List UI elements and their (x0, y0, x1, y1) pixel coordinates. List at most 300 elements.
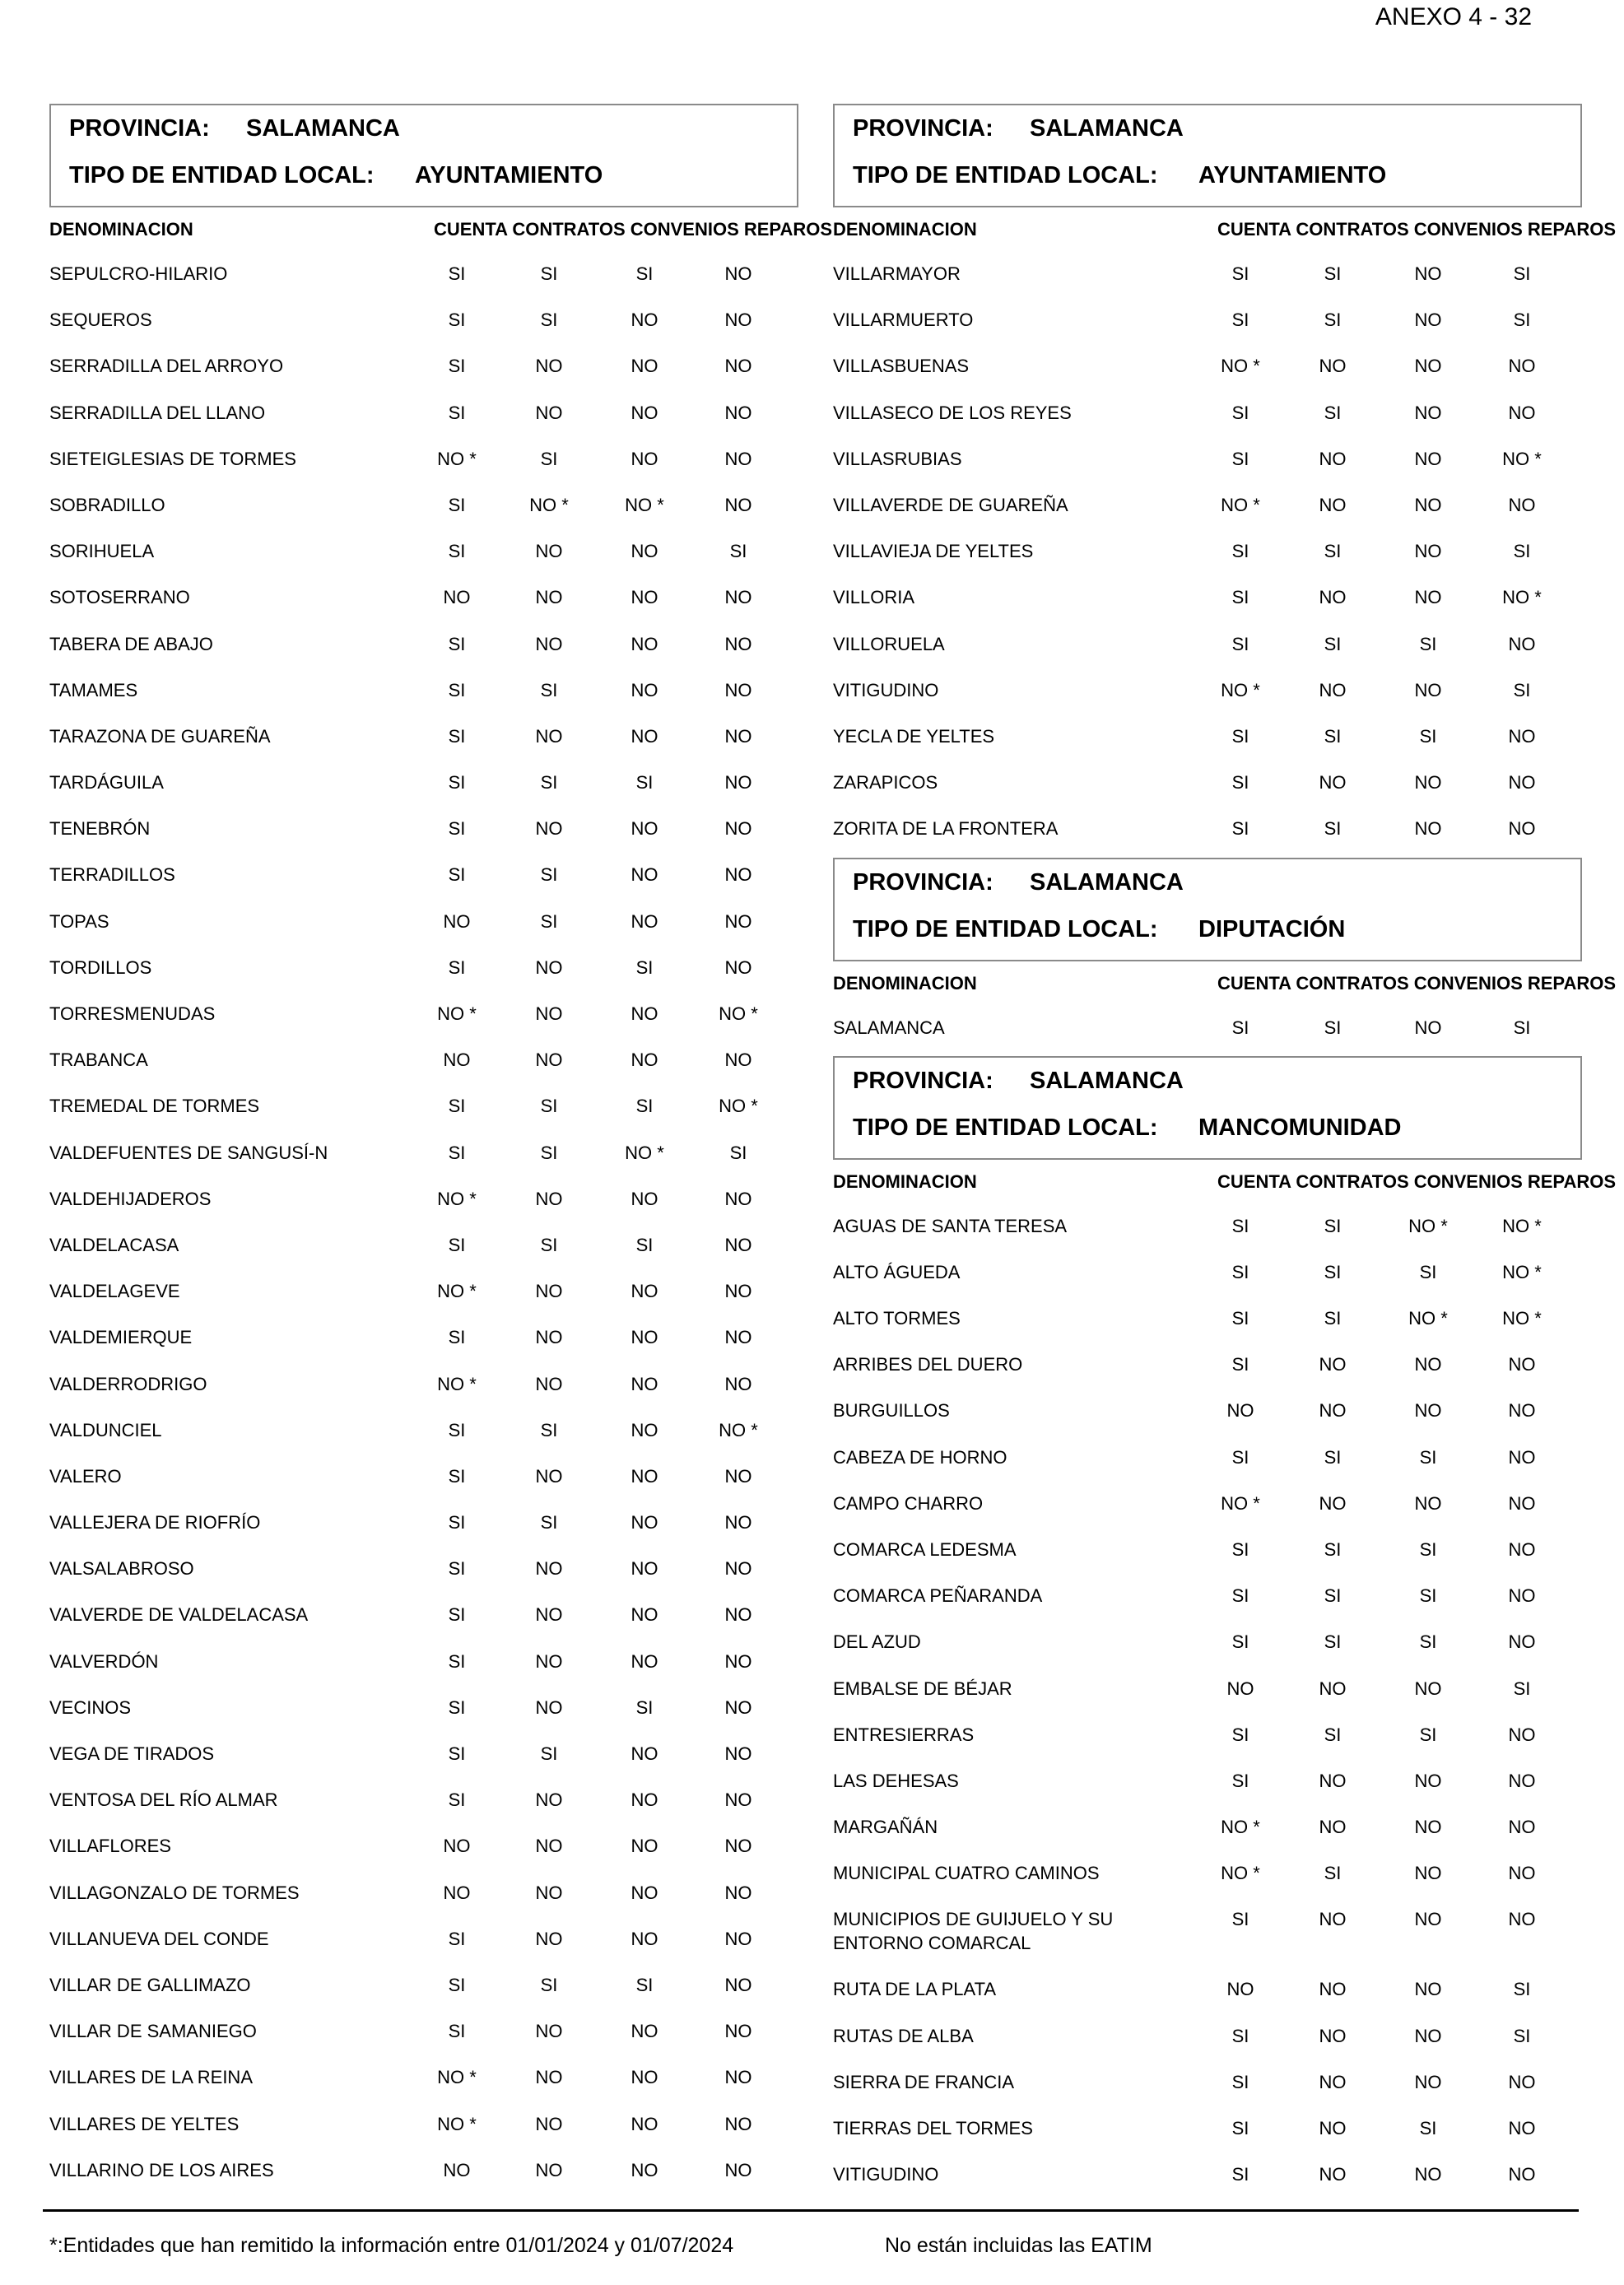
reparos-value: SI (1513, 309, 1531, 331)
entity-name: VILLANUEVA DEL CONDE (49, 1928, 269, 1949)
convenios-value: SI (635, 772, 654, 793)
contratos-value: NO (535, 1188, 563, 1209)
entity-name: TAMAMES (49, 679, 138, 700)
table-row (833, 713, 1582, 759)
reparos-value: NO (1508, 2071, 1536, 2092)
contratos-value: NO (535, 725, 563, 747)
convenios-value: NO (631, 633, 658, 654)
denominacion-header: DENOMINACION (833, 973, 977, 994)
contratos-value: SI (540, 1974, 558, 1995)
reparos-value: NO (1508, 1538, 1536, 1560)
cuenta-value: NO (443, 1882, 471, 1903)
cuenta-value: SI (1231, 1215, 1249, 1236)
convenios-value: NO (1414, 309, 1442, 331)
cuenta-value: NO * (437, 1003, 477, 1024)
cuenta-value: SI (1231, 1631, 1249, 1653)
table-row (49, 851, 798, 897)
convenios-value: SI (1419, 1585, 1437, 1607)
cuenta-value: SI (448, 356, 466, 377)
convenios-value: NO (631, 356, 658, 377)
convenios-value: NO (1414, 1354, 1442, 1375)
entity-section (833, 1056, 1617, 2198)
convenios-value: NO (631, 679, 658, 700)
convenios-value: NO * (1408, 1308, 1448, 1329)
tipo-line (853, 162, 1387, 189)
table-row (833, 1665, 1582, 1711)
table-row (49, 1684, 798, 1730)
contratos-value: NO (1319, 1909, 1347, 1930)
entity-name: VILLAGONZALO DE TORMES (49, 1882, 300, 1903)
table-row (49, 389, 798, 435)
footer-divider (43, 2209, 1579, 2212)
contratos-value: SI (1324, 1631, 1342, 1653)
table-row (49, 2147, 798, 2193)
reparos-value: NO (724, 910, 752, 932)
table-row (49, 1453, 798, 1499)
provincia-value: SALAMANCA (1030, 869, 1184, 896)
convenios-value: SI (635, 1696, 654, 1718)
cuenta-value: NO * (1221, 1863, 1260, 1884)
cuenta-value: SI (1231, 263, 1249, 284)
reparos-value: NO (724, 1974, 752, 1995)
contratos-value: SI (1324, 818, 1342, 840)
columns-header: CUENTA CONTRATOS CONVENIOS REPAROS (1217, 1170, 1617, 1192)
cuenta-value: SI (1231, 587, 1249, 608)
table-row (49, 1776, 798, 1822)
cuenta-value: SI (448, 402, 466, 423)
cuenta-value: NO * (437, 1188, 477, 1209)
cuenta-value: NO (443, 587, 471, 608)
cuenta-value: NO * (437, 2067, 477, 2088)
entity-name: SIERRA DE FRANCIA (833, 2071, 1015, 2092)
table-row (833, 1526, 1582, 1572)
reparos-value: NO (1508, 1492, 1536, 1514)
contratos-value: SI (540, 263, 558, 284)
entity-name: COMARCA LEDESMA (833, 1538, 1017, 1560)
provincia-line (853, 115, 1184, 142)
cuenta-value: NO * (1221, 494, 1260, 515)
reparos-value: SI (729, 1142, 747, 1163)
contratos-value: NO (535, 1604, 563, 1626)
convenios-value: SI (1419, 633, 1437, 654)
table-row (833, 1896, 1582, 1966)
table-row (833, 1387, 1582, 1433)
provincia-label: PROVINCIA: (853, 115, 993, 142)
cuenta-value: SI (448, 494, 466, 515)
cuenta-value: SI (448, 1465, 466, 1487)
contratos-value: SI (540, 1096, 558, 1117)
provincia-value: SALAMANCA (1030, 115, 1184, 142)
contratos-value: NO (535, 2021, 563, 2042)
cuenta-value: SI (1231, 772, 1249, 793)
contratos-value: NO (535, 956, 563, 978)
contratos-value: NO (1319, 772, 1347, 793)
reparos-value: NO (724, 818, 752, 840)
tipo-label: TIPO DE ENTIDAD LOCAL: (853, 1114, 1158, 1141)
cuenta-value: SI (1231, 2025, 1249, 2046)
table-row (49, 621, 798, 667)
reparos-value: NO (724, 1743, 752, 1764)
table-row (833, 805, 1582, 851)
entity-name: TENEBRÓN (49, 818, 151, 840)
table-row (49, 1545, 798, 1591)
table-header (833, 1165, 1617, 1203)
entity-name: ARRIBES DEL DUERO (833, 1354, 1023, 1375)
footnote: *:Entidades que han remitido la información entre 01/01/2024 y 01/07/2024 (49, 2234, 734, 2257)
reparos-value: NO (724, 1789, 752, 1811)
cuenta-value: SI (1231, 1017, 1249, 1039)
entity-name: TARDÁGUILA (49, 772, 164, 793)
table-row (833, 1434, 1582, 1480)
right-column (833, 104, 1617, 2197)
contratos-value: SI (540, 1512, 558, 1533)
convenios-value: NO (1414, 2025, 1442, 2046)
entity-name: VALDEFUENTES DE SANGUSÍ-N (49, 1142, 328, 1163)
cuenta-value: SI (448, 1604, 466, 1626)
convenios-value: SI (635, 956, 654, 978)
provincia-line (853, 1067, 1184, 1095)
reparos-value: NO (1508, 1585, 1536, 1607)
page-number: ANEXO 4 - 32 (1375, 3, 1532, 30)
cuenta-value: SI (448, 1327, 466, 1348)
cuenta-value: SI (448, 1234, 466, 1255)
entity-name: RUTA DE LA PLATA (833, 1979, 997, 2000)
section-header-box (49, 104, 798, 207)
reparos-value: NO * (1502, 587, 1542, 608)
convenios-value: NO (631, 910, 658, 932)
convenios-value: NO (1414, 2164, 1442, 2185)
entity-name: VILLARMUERTO (833, 309, 974, 331)
provincia-label: PROVINCIA: (853, 1067, 993, 1094)
reparos-value: NO (1508, 494, 1536, 515)
reparos-value: SI (1513, 541, 1531, 562)
reparos-value: NO (1508, 1354, 1536, 1375)
convenios-value: NO (631, 2021, 658, 2042)
contratos-value: SI (540, 1419, 558, 1440)
columns-header: CUENTA CONTRATOS CONVENIOS REPAROS (1217, 219, 1617, 240)
reparos-value: NO (1508, 818, 1536, 840)
contratos-value: NO (1319, 1354, 1347, 1375)
cuenta-value: NO * (1221, 1492, 1260, 1514)
entity-name: SEQUEROS (49, 309, 152, 331)
cuenta-value: SI (448, 1696, 466, 1718)
entity-name: ZARAPICOS (833, 772, 938, 793)
reparos-value: NO (724, 679, 752, 700)
reparos-value: NO * (1502, 1261, 1542, 1282)
entity-name: VILLARES DE LA REINA (49, 2067, 253, 2088)
convenios-value: NO (631, 1373, 658, 1394)
contratos-value: SI (540, 864, 558, 886)
contratos-value: NO (1319, 1492, 1347, 1514)
entity-name: VILLAFLORES (49, 1836, 171, 1857)
entity-name: VECINOS (49, 1696, 132, 1718)
contratos-value: NO (1319, 2118, 1347, 2138)
table-row (833, 1850, 1582, 1896)
table-row (49, 1869, 798, 1915)
table-row (49, 1129, 798, 1175)
contratos-value: NO (535, 1696, 563, 1718)
entity-name: MUNICIPIOS DE GUIJUELO Y SU ENTORNO COMARCAL (833, 1909, 1114, 1954)
reparos-value: NO (1508, 2118, 1536, 2138)
table-row (49, 1036, 798, 1082)
cuenta-value: NO (443, 2159, 471, 2180)
convenios-value: NO (631, 1003, 658, 1024)
cuenta-value: SI (448, 633, 466, 654)
reparos-value: NO (1508, 1770, 1536, 1791)
reparos-value: NO (724, 956, 752, 978)
convenios-value: SI (635, 1096, 654, 1117)
table-row (833, 1249, 1582, 1295)
reparos-value: NO (1508, 1400, 1536, 1422)
reparos-value: NO (724, 1465, 752, 1487)
tipo-label: TIPO DE ENTIDAD LOCAL: (853, 162, 1158, 188)
convenios-value: NO (631, 864, 658, 886)
reparos-value: SI (1513, 263, 1531, 284)
contratos-value: NO (1319, 356, 1347, 377)
convenios-value: SI (635, 1234, 654, 1255)
entity-name: ALTO TORMES (833, 1308, 961, 1329)
contratos-value: NO (535, 1281, 563, 1302)
convenios-value: NO (631, 1049, 658, 1071)
contratos-value: NO (535, 2067, 563, 2088)
convenios-value: NO (1414, 772, 1442, 793)
contratos-value: NO (535, 402, 563, 423)
reparos-value: NO (724, 1558, 752, 1580)
reparos-value: NO (1508, 725, 1536, 747)
entity-name: VALDELAGEVE (49, 1281, 180, 1302)
contratos-value: SI (1324, 1585, 1342, 1607)
entity-name: SALAMANCA (833, 1017, 945, 1039)
denominacion-header: DENOMINACION (49, 219, 193, 240)
cuenta-value: NO * (1221, 356, 1260, 377)
contratos-value: SI (1324, 1017, 1342, 1039)
contratos-value: NO (535, 587, 563, 608)
cuenta-value: SI (1231, 448, 1249, 469)
provincia-line (853, 869, 1184, 896)
entity-name: BURGUILLOS (833, 1400, 950, 1422)
convenios-value: SI (635, 263, 654, 284)
convenios-value: SI (1419, 2118, 1437, 2138)
contratos-value: SI (1324, 1215, 1342, 1236)
reparos-value: NO * (719, 1003, 758, 1024)
cuenta-value: NO (1226, 1400, 1254, 1422)
convenios-value: NO (631, 1836, 658, 1857)
reparos-value: NO (724, 1928, 752, 1949)
contratos-value: NO (1319, 1979, 1347, 2000)
contratos-value: SI (540, 772, 558, 793)
reparos-value: NO (724, 402, 752, 423)
entity-name: SOBRADILLO (49, 494, 165, 515)
reparos-value: NO (724, 1188, 752, 1209)
entity-name: VILLAR DE GALLIMAZO (49, 1974, 251, 1995)
entity-section (49, 104, 833, 2193)
entity-name: DEL AZUD (833, 1631, 921, 1653)
cuenta-value: SI (448, 1928, 466, 1949)
convenios-value: NO (1414, 356, 1442, 377)
table-row (49, 898, 798, 944)
reparos-value: NO * (1502, 1308, 1542, 1329)
section-header-box (833, 104, 1582, 207)
entity-name: SOTOSERRANO (49, 587, 190, 608)
cuenta-value: SI (1231, 1724, 1249, 1745)
convenios-value: NO (631, 1650, 658, 1672)
table-row (49, 759, 798, 805)
table-row (49, 1962, 798, 2008)
table-row (833, 482, 1582, 528)
convenios-value: NO (1414, 448, 1442, 469)
contratos-value: NO (1319, 1400, 1347, 1422)
reparos-value: NO (1508, 402, 1536, 423)
entity-name: VENTOSA DEL RÍO ALMAR (49, 1789, 278, 1811)
entity-name: VALDEMIERQUE (49, 1327, 193, 1348)
convenios-value: NO (631, 2113, 658, 2134)
reparos-value: NO (724, 448, 752, 469)
reparos-value: NO * (719, 1419, 758, 1440)
columns-header: CUENTA CONTRATOS CONVENIOS REPAROS (434, 219, 833, 240)
contratos-value: SI (540, 1234, 558, 1255)
convenios-value: NO * (625, 1142, 664, 1163)
convenios-value: NO (631, 1512, 658, 1533)
entity-name: VILLAVERDE DE GUAREÑA (833, 494, 1068, 515)
entity-name: TORDILLOS (49, 956, 152, 978)
reparos-value: SI (1513, 679, 1531, 700)
cuenta-value: SI (448, 679, 466, 700)
contratos-value: NO (535, 2159, 563, 2180)
convenios-value: NO (631, 1928, 658, 1949)
convenios-value: NO (631, 2067, 658, 2088)
reparos-value: NO (724, 309, 752, 331)
contratos-value: NO (1319, 2025, 1347, 2046)
columns-header: CUENTA CONTRATOS CONVENIOS REPAROS (1217, 973, 1617, 994)
entity-name: RUTAS DE ALBA (833, 2025, 974, 2046)
entity-name: MUNICIPAL CUATRO CAMINOS (833, 1863, 1100, 1884)
entity-name: MARGAÑÁN (833, 1817, 938, 1838)
table-row (833, 2059, 1582, 2105)
contratos-value: SI (1324, 1308, 1342, 1329)
entity-name: SERRADILLA DEL ARROYO (49, 356, 284, 377)
cuenta-value: SI (448, 2021, 466, 2042)
entity-name: VILLASRUBIAS (833, 448, 962, 469)
convenios-value: SI (1419, 725, 1437, 747)
contratos-value: NO (1319, 1770, 1347, 1791)
table-row (49, 1591, 798, 1637)
entity-name: TABERA DE ABAJO (49, 633, 213, 654)
contratos-value: NO (535, 356, 563, 377)
table-row (49, 1638, 798, 1684)
cuenta-value: NO (1226, 1979, 1254, 2000)
reparos-value: NO (1508, 2164, 1536, 2185)
table-row (49, 1361, 798, 1407)
reparos-value: NO * (719, 1096, 758, 1117)
contratos-value: NO (1319, 2071, 1347, 2092)
entity-name: VILLAVIEJA DE YELTES (833, 541, 1034, 562)
table-row (833, 574, 1582, 620)
contratos-value: SI (540, 448, 558, 469)
entity-name: SERRADILLA DEL LLANO (49, 402, 266, 423)
reparos-value: NO (724, 1836, 752, 1857)
contratos-value: NO (535, 1558, 563, 1580)
table-row (49, 296, 798, 342)
reparos-value: SI (1513, 1678, 1531, 1699)
entity-name: VILLARES DE YELTES (49, 2113, 240, 2134)
entity-name: ALTO ÁGUEDA (833, 1261, 961, 1282)
cuenta-value: SI (448, 263, 466, 284)
contratos-value: NO (535, 1789, 563, 1811)
convenios-value: SI (1419, 1724, 1437, 1745)
convenios-value: NO (631, 402, 658, 423)
cuenta-value: SI (1231, 725, 1249, 747)
reparos-value: NO (1508, 1724, 1536, 1745)
cuenta-value: NO * (437, 2113, 477, 2134)
reparos-value: NO (1508, 633, 1536, 654)
contratos-value: SI (1324, 1446, 1342, 1468)
reparos-value: NO (1508, 772, 1536, 793)
left-column (49, 104, 833, 2193)
convenios-value: NO (631, 1281, 658, 1302)
contratos-value: NO (1319, 494, 1347, 515)
entity-name: ZORITA DE LA FRONTERA (833, 818, 1059, 840)
contratos-value: SI (540, 1743, 558, 1764)
entity-name: EMBALSE DE BÉJAR (833, 1678, 1012, 1699)
cuenta-value: SI (448, 1743, 466, 1764)
cuenta-value: SI (1231, 2118, 1249, 2138)
entity-name: VALDUNCIEL (49, 1419, 162, 1440)
convenios-value: NO (1414, 679, 1442, 700)
table-row (833, 342, 1582, 389)
table-row (49, 944, 798, 990)
convenios-value: NO (631, 1419, 658, 1440)
entity-name: VALLEJERA DE RIOFRÍO (49, 1512, 261, 1533)
table-row (833, 1203, 1582, 1249)
convenios-value: NO (631, 1327, 658, 1348)
convenios-value: NO (1414, 1492, 1442, 1514)
reparos-value: NO (724, 725, 752, 747)
contratos-value: NO (535, 2113, 563, 2134)
tipo-value: AYUNTAMIENTO (1198, 162, 1387, 188)
table-row (49, 342, 798, 389)
convenios-value: SI (1419, 1538, 1437, 1560)
table-row (49, 482, 798, 528)
entity-name: VALDERRODRIGO (49, 1373, 207, 1394)
table-row (833, 2013, 1582, 2059)
table-row (49, 1175, 798, 1222)
contratos-value: NO (535, 1373, 563, 1394)
entity-name: VALVERDÓN (49, 1650, 159, 1672)
convenios-value: SI (635, 1974, 654, 1995)
contratos-value: SI (1324, 263, 1342, 284)
convenios-value: NO (1414, 1400, 1442, 1422)
reparos-value: NO (724, 1512, 752, 1533)
contratos-value: NO (535, 541, 563, 562)
reparos-value: NO (724, 2113, 752, 2134)
reparos-value: NO (724, 633, 752, 654)
entity-name: VILLASBUENAS (833, 356, 970, 377)
entity-name: ENTRESIERRAS (833, 1724, 975, 1745)
convenios-value: NO (1414, 1017, 1442, 1039)
table-row (49, 1407, 798, 1453)
provincia-value: SALAMANCA (246, 115, 400, 142)
convenios-value: NO (631, 725, 658, 747)
contratos-value: NO (1319, 587, 1347, 608)
convenios-value: NO (631, 1188, 658, 1209)
cuenta-value: SI (448, 772, 466, 793)
table-row (833, 621, 1582, 667)
entity-name: VITIGUDINO (833, 679, 939, 700)
contratos-value: NO (535, 1003, 563, 1024)
contratos-value: NO (1319, 679, 1347, 700)
table-row (49, 1499, 798, 1545)
table-row (833, 1572, 1582, 1618)
